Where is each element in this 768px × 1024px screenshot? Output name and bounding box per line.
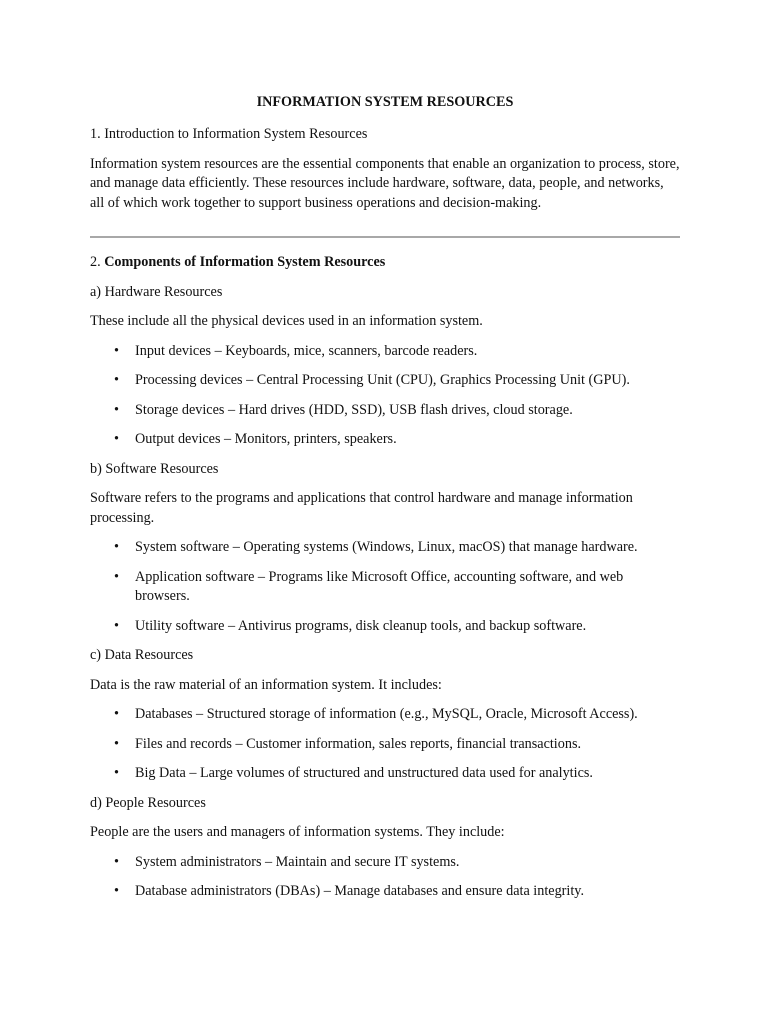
list-item-text: Big Data – Large volumes of structured and unstructured data used for analytics. bbox=[135, 765, 593, 781]
section-2-title: Components of Information System Resources bbox=[104, 254, 386, 270]
bullet-icon: • bbox=[114, 539, 119, 555]
bullet-icon: • bbox=[114, 706, 119, 722]
list-item-text: Processing devices – Central Processing Unit (CPU), Graphics Processing Unit (GPU). bbox=[135, 372, 630, 388]
list-item bbox=[90, 853, 680, 873]
horizontal-divider bbox=[90, 236, 680, 238]
list-item-text: Database administrators (DBAs) – Manage databases and ensure data integrity. bbox=[135, 883, 584, 899]
list-item bbox=[90, 617, 680, 637]
data-heading: c) Data Resources bbox=[90, 647, 194, 663]
people-heading: d) People Resources bbox=[90, 794, 206, 811]
list-item-text: System administrators – Maintain and secure IT systems. bbox=[135, 853, 460, 870]
list-item bbox=[90, 401, 680, 421]
bullet-icon: • bbox=[114, 765, 119, 781]
data-list bbox=[90, 705, 680, 784]
section-1-heading: 1. Introduction to Information System Resources bbox=[90, 126, 368, 142]
software-heading: b) Software Resources bbox=[90, 460, 219, 477]
list-item bbox=[90, 882, 680, 902]
list-item-text: Utility software – Antivirus programs, disk cleanup tools, and backup software. bbox=[135, 617, 587, 634]
bullet-icon: • bbox=[114, 431, 119, 447]
bullet-icon: • bbox=[114, 372, 119, 388]
section-2-heading bbox=[90, 253, 680, 273]
bullet-icon: • bbox=[114, 617, 119, 634]
list-item-text: Files and records – Customer information, sales reports, financial transactions. bbox=[135, 735, 582, 752]
list-item-text: Storage devices – Hard drives (HDD, SSD), USB flash drives, cloud storage. bbox=[135, 401, 573, 418]
people-intro: People are the users and managers of information systems. They include: bbox=[90, 824, 505, 840]
list-item bbox=[90, 568, 680, 607]
list-item bbox=[90, 371, 680, 391]
list-item bbox=[90, 735, 680, 755]
document-title: INFORMATION SYSTEM RESOURCES bbox=[256, 94, 514, 110]
hardware-heading: a) Hardware Resources bbox=[90, 283, 223, 300]
data-intro: Data is the raw material of an information system. It includes: bbox=[90, 676, 442, 693]
hardware-intro: These include all the physical devices used in an information system. bbox=[90, 313, 483, 329]
list-item bbox=[90, 430, 680, 450]
section-1-paragraph: Information system resources are the essential components that enable an organization to process, store, and manage data efficiently. These resources include hardware, software, data, people, and networks, all of which work together to support business operations and decision-making. bbox=[90, 155, 680, 211]
bullet-icon: • bbox=[114, 853, 119, 870]
bullet-icon: • bbox=[114, 401, 119, 418]
document-content bbox=[90, 92, 680, 902]
list-item-text: System software – Operating systems (Windows, Linux, macOS) that manage hardware. bbox=[135, 539, 638, 555]
bullet-icon: • bbox=[114, 883, 119, 899]
bullet-icon: • bbox=[114, 735, 119, 752]
software-intro: Software refers to the programs and applications that control hardware and manage information processing. bbox=[90, 490, 633, 526]
list-item-text: Application software – Programs like Microsoft Office, accounting software, and web browsers. bbox=[135, 568, 624, 604]
people-list bbox=[90, 853, 680, 902]
list-item bbox=[90, 764, 680, 784]
list-item-text: Input devices – Keyboards, mice, scanners, barcode readers. bbox=[135, 342, 478, 359]
bullet-icon: • bbox=[114, 568, 119, 585]
hardware-list bbox=[90, 342, 680, 450]
list-item bbox=[90, 538, 680, 558]
bullet-icon: • bbox=[114, 342, 119, 359]
section-2-number: 2. bbox=[90, 254, 101, 270]
software-list bbox=[90, 538, 680, 636]
list-item bbox=[90, 705, 680, 725]
list-item bbox=[90, 342, 680, 362]
list-item-text: Output devices – Monitors, printers, speakers. bbox=[135, 431, 397, 447]
list-item-text: Databases – Structured storage of information (e.g., MySQL, Oracle, Microsoft Access). bbox=[135, 706, 638, 722]
